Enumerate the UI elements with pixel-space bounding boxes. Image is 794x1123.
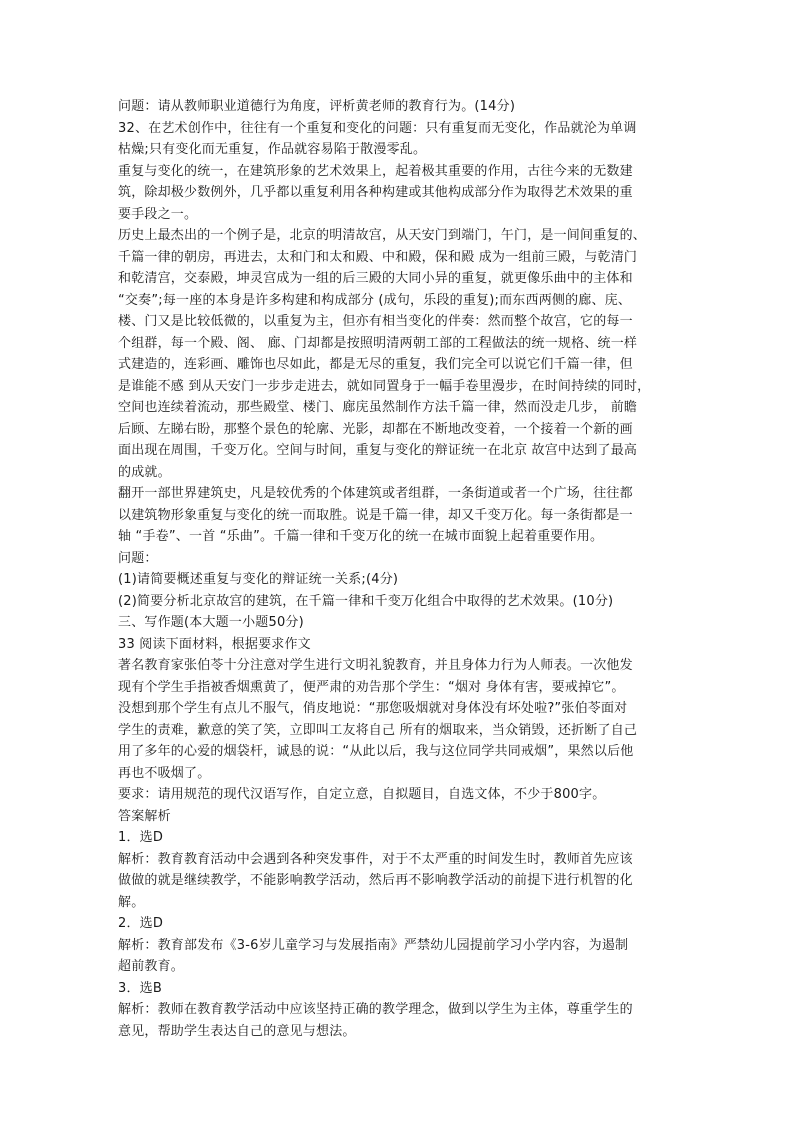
text-line: 是谁能不感 到从天安门一步步走进去，就如同置身于一幅手卷里漫步，在时间持续的同时， xyxy=(118,378,651,394)
section-heading: 答案解析 xyxy=(118,808,171,824)
text-line: 32、在艺术创作中，往往有一个重复和变化的问题：只有重复而无变化，作品就沦为单调 xyxy=(118,120,637,136)
text-line: 意见，帮助学生表达自己的意见与想法。 xyxy=(118,1023,356,1039)
text-line: 做做的就是继续教学，不能影响教学活动，然后再不影响教学活动的前提下进行机智的化 xyxy=(118,873,633,888)
text-line: 式建造的，连彩画、雕饰也尽如此，都是无尽的重复，我们完全可以说它们千篇一律，但 xyxy=(118,357,633,372)
text-line: 解析：教师在教育教学活动中应该坚持正确的教学理念，做到以学生为主体，尊重学生的 xyxy=(118,1002,633,1017)
text-line: 超前教育。 xyxy=(118,959,185,974)
text-line: “交奏”;每一座的本身是许多构建和构成部分 (成句，乐段的重复);而东西两侧的廊、庑、 xyxy=(118,292,632,308)
text-line: 问题：请从教师职业道德行为角度，评析黄老师的教育行为。(14分) xyxy=(118,99,516,114)
text-line: 解。 xyxy=(118,894,145,910)
text-line: 解析：教育部发布《3-6岁儿童学习与发展指南》严禁幼儿园提前学习小学内容，为遏制 xyxy=(118,937,629,953)
section-heading: 三、写作题(本大题一小题50分) xyxy=(118,615,304,630)
text-line: 要求：请用规范的现代汉语写作，自定立意，自拟题目，自选文体，不少于800字。 xyxy=(118,787,606,802)
text-line: 枯燥;只有变化而无重复，作品就容易陷于散漫零乱。 xyxy=(118,142,427,157)
text-line: 著名教育家张伯苓十分注意对学生进行文明礼貌教育，并且身体力行为人师表。一次他发 xyxy=(118,658,633,673)
document-page xyxy=(118,96,684,1042)
text-line: 1．选D xyxy=(118,830,164,845)
text-line: 要手段之一。 xyxy=(118,206,198,222)
text-line: 空间也连续着流动，那些殿堂、楼门、廊庑虽然制作方法千篇一律，然而没走几步， 前瞻 xyxy=(118,400,638,415)
text-line: 历史上最杰出的一个例子是，北京的明清故宫，从天安门到端门，午门，是一间间重复的、 xyxy=(118,228,647,243)
text-line: 现有个学生手指被香烟熏黄了，便严肃的劝告那个学生：“烟对 身体有害，要戒掉它”。 xyxy=(118,679,625,695)
text-line: 后顾、左睇右盼，那整个景色的轮廓、光影，却都在不断地改变着，一个接着一个新的画 xyxy=(118,421,633,437)
text-line: 重复与变化的统一，在建筑形象的艺术效果上，起着极其重要的作用，古往今来的无数建 xyxy=(118,163,633,179)
text-line: 面出现在周围，千变万化。空间与时间，重复与变化的辩证统一在北京 故宫中达到了最高 xyxy=(118,443,638,458)
text-line: 以建筑物形象重复与变化的统一而取胜。说是千篇一律，却又千变万化。每一条街都是一 xyxy=(118,507,633,523)
text-line: 轴 “手卷”、一首 “乐曲”。千篇一律和千变万化的统一在城市面貌上起着重要作用。 xyxy=(118,529,604,544)
text-line: 楼、门又是比较低微的，以重复为主，但亦有相当变化的伴奏：然而整个故宫，它的每一 xyxy=(118,314,633,329)
text-line: 学生的责难，歉意的笑了笑，立即叫工友将自己 所有的烟取来，当众销毁，还折断了自己 xyxy=(118,722,638,738)
text-line: 3．选B xyxy=(118,980,162,996)
text-line: (1)请简要概述重复与变化的辩证统一关系;(4分) xyxy=(118,572,399,587)
text-line: 个组群，每一个殿、阁、 廊、门却都是按照明清两朝工部的工程做法的统一规格、统一样 xyxy=(118,335,638,351)
text-line: 问题： xyxy=(118,550,158,566)
text-line: 2．选D xyxy=(118,916,164,931)
text-line: 和乾清宫，交泰殿，坤灵宫成为一组的后三殿的大同小异的重复，就更像乐曲中的主体和 xyxy=(118,271,633,286)
text-line: 筑，除却极少数例外，几乎都以重复利用各种构建或其他构成部分作为取得艺术效果的重 xyxy=(118,185,633,200)
text-line: 解析：教育教育活动中会遇到各种突发事件，对于不太严重的时间发生时，教师首先应该 xyxy=(118,851,633,867)
text-line: 千篇一律的朝房，再进去，太和门和太和殿、中和殿，保和殿 成为一组前三殿，与乾清门 xyxy=(118,249,638,265)
text-line: 再也不吸烟了。 xyxy=(118,765,211,781)
text-line: (2)简要分析北京故宫的建筑，在千篇一律和千变万化组合中取得的艺术效果。(10分) xyxy=(118,593,614,609)
text-line: 33 阅读下面材料，根据要求作文 xyxy=(118,636,311,652)
text-line: 用了多年的心爱的烟袋杆，诚恳的说：“从此以后，我与这位同学共同戒烟”，果然以后他 xyxy=(118,744,634,759)
text-line: 的成就。 xyxy=(118,464,171,480)
text-line: 翻开一部世界建筑史，凡是较优秀的个体建筑或者组群，一条街道或者一个广场，往往都 xyxy=(118,486,633,501)
text-line: 没想到那个学生有点儿不服气，俏皮地说：“那您吸烟就对身体没有坏处啦?”张伯苓面对 xyxy=(118,701,628,716)
